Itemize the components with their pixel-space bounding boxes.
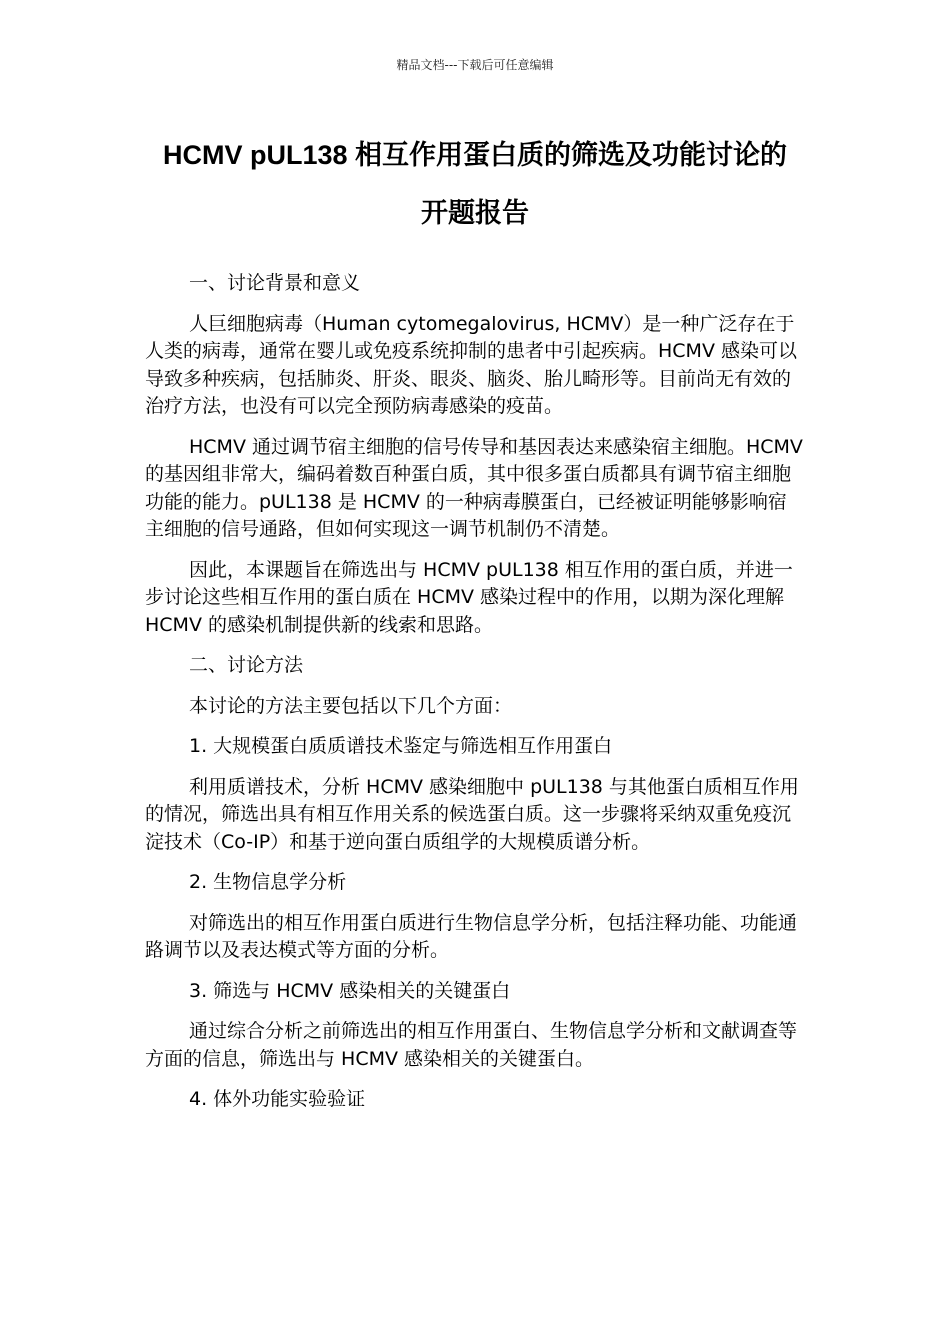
page-header-note: 精品文档---下载后可任意编辑	[396, 58, 554, 72]
method-text-3: 通过综合分析之前筛选出的相互作用蛋白、生物信息学分析和文献调查等方面的信息，筛选出与 HCMV 感染相关的关键蛋白。	[145, 1020, 798, 1070]
section-heading-methods: 二、讨论方法	[189, 654, 304, 676]
method-heading-1: 1. 大规模蛋白质质谱技术鉴定与筛选相互作用蛋白	[189, 735, 613, 757]
document-title-line-2: 开题报告	[421, 198, 529, 228]
method-heading-4: 4. 体外功能实验验证	[189, 1088, 366, 1110]
method-text-2: 对筛选出的相互作用蛋白质进行生物信息学分析，包括注释功能、功能通路调节以及表达模式等方面的分析。	[145, 911, 798, 961]
document-body	[145, 270, 805, 1127]
method-text-1: 利用质谱技术，分析 HCMV 感染细胞中 pUL138 与其他蛋白质相互作用的情况，筛选出具有相互作用关系的候选蛋白质。这一步骤将采纳双重免疫沉淀技术（Co-IP）和基于逆向蛋白质组学的大规模质谱分析。	[145, 775, 799, 853]
paragraph-hcmv-regulation: HCMV 通过调节宿主细胞的信号传导和基因表达来感染宿主细胞。HCMV 的基因组非常大，编码着数百种蛋白质，其中很多蛋白质都具有调节宿主细胞功能的能力。pUL138 是 HCMV 的一种病毒膜蛋白，已经被证明能够影响宿主细胞的信号通路，但如何实现这一调节机制仍不清楚。	[145, 435, 803, 540]
paragraph-methods-intro: 本讨论的方法主要包括以下几个方面：	[189, 694, 513, 717]
paragraph-hcmv-intro: 人巨细胞病毒（Human cytomegalovirus, HCMV）是一种广泛存在于人类的病毒，通常在婴儿或免疫系统抑制的患者中引起疾病。HCMV 感染可以导致多种疾病，包括肺炎、肝炎、眼炎、脑炎、胎儿畸形等。目前尚无有效的治疗方法，也没有可以完全预防病毒感染的疫苗。	[145, 312, 797, 417]
method-heading-2: 2. 生物信息学分析	[189, 871, 347, 893]
method-heading-3: 3. 筛选与 HCMV 感染相关的关键蛋白	[189, 979, 511, 1002]
paragraph-research-aim: 因此，本课题旨在筛选出与 HCMV pUL138 相互作用的蛋白质，并进一步讨论这些相互作用的蛋白质在 HCMV 感染过程中的作用，以期为深化理解 HCMV 的感染机制提供新的线索和思路。	[145, 558, 793, 636]
section-heading-background: 一、讨论背景和意义	[189, 272, 361, 294]
document-title-line-1: HCMV pUL138 相互作用蛋白质的筛选及功能讨论的	[162, 140, 788, 170]
